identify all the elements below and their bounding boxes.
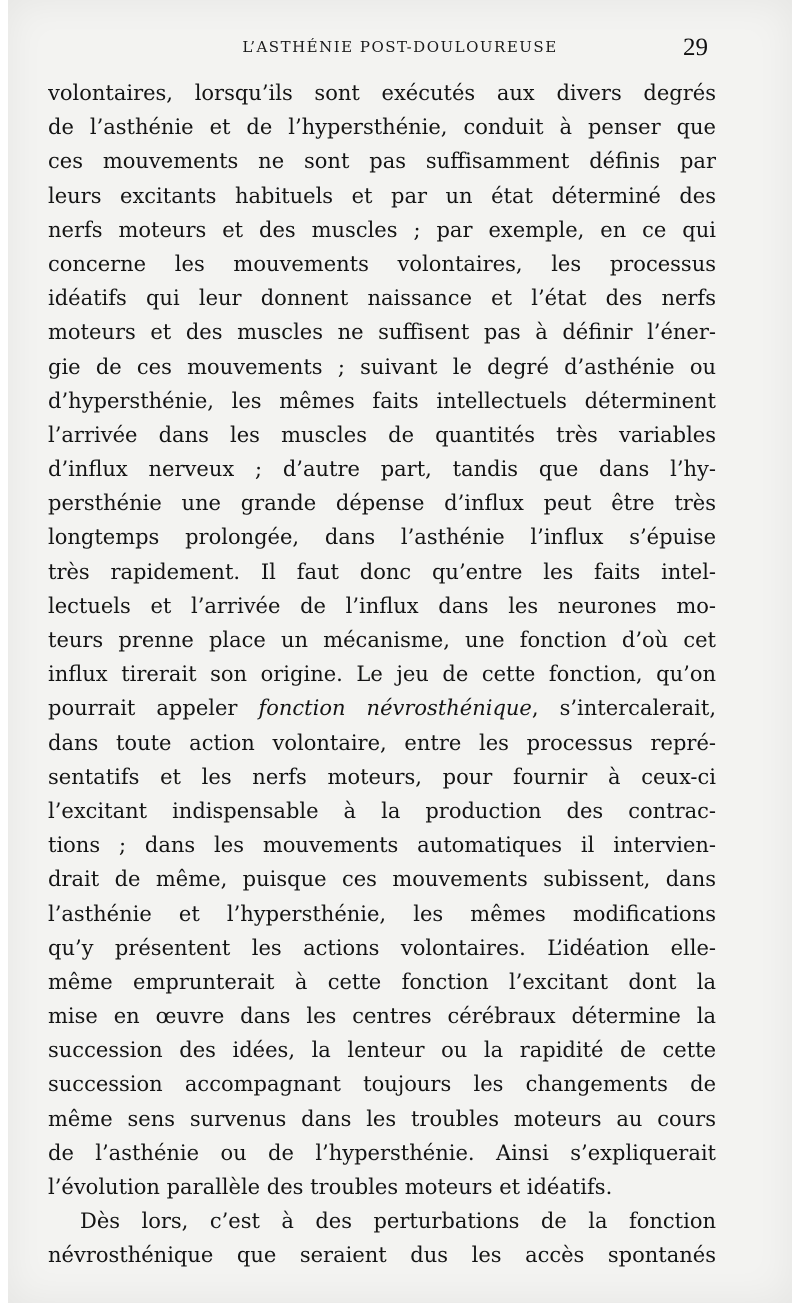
text-line: mise en œuvre dans les centres cérébraux détermine la [48,1004,716,1029]
text-line: dans toute action volontaire, entre les processus repré- [48,730,716,755]
text-line: d’influx nerveux ; d’autre part, tandis que dans l’hy- [48,457,716,482]
text-line: nerfs moteurs et des muscles ; par exemple, en ce qui [48,217,716,242]
text-line: l’excitant indispensable à la production des contrac- [48,798,716,823]
text-line: sentatifs et les nerfs moteurs, pour fournir à ceux-ci [48,764,716,789]
text-line: idéatifs qui leur donnent naissance et l’état des nerfs [48,286,716,311]
text-line: succession des idées, la lenteur ou la rapidité de cette [48,1038,716,1063]
paragraph-1-continued [48,726,716,1205]
text-line: influx tirerait son origine. Le jeu de cette fonction, qu’on [48,662,716,687]
text-line: persthénie une grande dépense d’influx peut être très [48,491,716,516]
text-line: même sens survenus dans les troubles moteurs au cours [48,1106,716,1131]
page-number: 29 [683,34,708,61]
text-line: lectuels et l’arrivée de l’influx dans les neurones mo- [48,593,716,618]
text-line: longtemps prolongée, dans l’asthénie l’influx s’épuise [48,525,716,550]
paragraph-2 [48,1204,716,1272]
text-line: moteurs et des muscles ne suffisent pas à définir l’éner- [48,320,716,345]
book-page [8,0,792,1303]
text-line-19 [48,691,716,725]
text-line: même emprunterait à cette fonction l’excitant dont la [48,969,716,994]
text-line: d’hypersthénie, les mêmes faits intellectuels déterminent [48,388,716,413]
text-line-19-start: pourrait appeler [48,696,259,721]
text-line: tions ; dans les mouvements automatiques il intervien- [48,833,716,858]
text-line: Dès lors, c’est à des perturbations de la fonction [80,1209,716,1234]
text-line: l’arrivée dans les muscles de quantités très variables [48,422,716,447]
text-line: leurs excitants habituels et par un état déterminé des [48,183,716,208]
body-text [48,76,716,1273]
text-line: l’asthénie et l’hypersthénie, les mêmes modifications [48,901,716,926]
italic-term: fonction névrosthénique [258,696,532,721]
paragraph-1 [48,76,716,691]
text-line: de l’asthénie et de l’hypersthénie, conduit à penser que [48,115,716,140]
text-line: teurs prenne place un mécanisme, une fonction d’où cet [48,628,716,652]
text-line: névrosthénique que seraient dus les accès spontanés [48,1243,716,1268]
text-line: ces mouvements ne sont pas suffisamment définis par [48,149,716,174]
text-line: qu’y présentent les actions volontaires. L’idéation elle- [48,935,716,960]
text-line: gie de ces mouvements ; suivant le degré d’asthénie ou [48,354,716,379]
text-line: volontaires, lorsqu’ils sont exécutés aux divers degrés [48,81,716,105]
text-line: l’évolution parallèle des troubles moteurs et idéatifs. [48,1175,613,1199]
text-line-19-end: , s’intercalerait, [531,696,716,721]
text-line: de l’asthénie ou de l’hypersthénie. Ainsi s’expliquerait [48,1140,716,1165]
page-header [8,34,792,64]
text-line: drait de même, puisque ces mouvements subissent, dans [48,867,716,892]
running-title: L’ASTHÉNIE POST-DOULOUREUSE [242,38,558,56]
text-line: très rapidement. Il faut donc qu’entre les faits intel- [48,559,716,584]
text-line: concerne les mouvements volontaires, les processus [48,251,716,276]
text-line: succession accompagnant toujours les changements de [48,1072,716,1097]
